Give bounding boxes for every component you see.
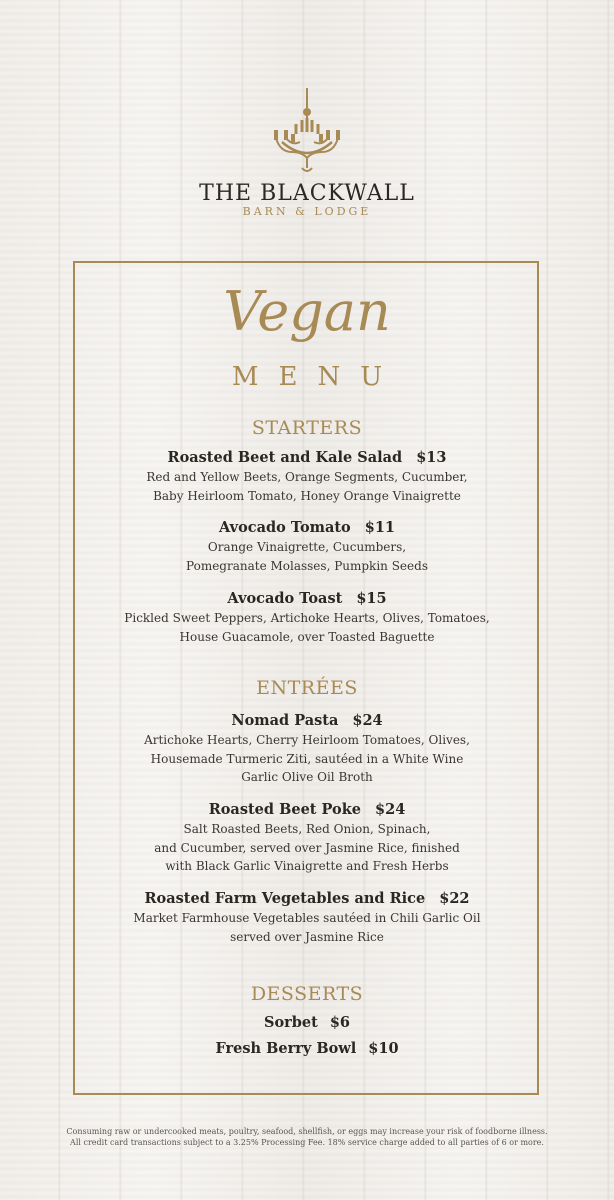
menu-item [80, 889, 534, 946]
menu-item [80, 711, 534, 787]
item-price: $22 [439, 890, 470, 907]
section-heading-starters: STARTERS [251, 417, 363, 439]
item-name: Roasted Beet Poke [208, 801, 362, 818]
item-title [80, 448, 534, 468]
item-desc-line: Orange Vinaigrette, Cucumbers, [207, 540, 407, 554]
item-description [80, 820, 534, 876]
footer-disclaimer [0, 1126, 614, 1148]
item-name: Roasted Beet and Kale Salad [167, 449, 403, 466]
item-price: $13 [416, 449, 447, 466]
item-desc-line: House Guacamole, over Toasted Baguette [179, 629, 435, 644]
item-desc-line: Baby Heirloom Tomato, Honey Orange Vinaigrette [153, 488, 461, 503]
item-desc-line: Garlic Olive Oil Broth [241, 770, 373, 784]
menu-item [80, 518, 534, 575]
menu-item [80, 448, 534, 505]
menu-item [80, 589, 534, 646]
section-heading-desserts: DESSERTS [250, 983, 364, 1005]
item-desc-line: and Cucumber, served over Jasmine Rice, finished [154, 840, 460, 855]
item-price: $6 [329, 1014, 351, 1031]
menu-title: MENU [231, 362, 403, 392]
item-name: Fresh Berry Bowl [215, 1040, 357, 1057]
menu-title-script: Vegan [223, 280, 391, 343]
item-desc-line: served over Jasmine Rice [230, 929, 384, 944]
brand-subtitle: BARN & LODGE [242, 205, 372, 218]
item-desc-line: Pickled Sweet Peppers, Artichoke Hearts, Olives, Tomatoes, [124, 611, 490, 625]
item-desc-line: Market Farmhouse Vegetables sautéed in Chili Garlic Oil [133, 911, 481, 925]
item-price: $10 [368, 1040, 399, 1057]
item-name: Sorbet [263, 1014, 318, 1031]
item-title [80, 589, 534, 609]
item-description [80, 538, 534, 575]
item-name: Avocado Tomato [218, 519, 351, 536]
item-desc-line: Artichoke Hearts, Cherry Heirloom Tomatoes, Olives, [144, 733, 470, 747]
item-description [80, 609, 534, 646]
brand-name: THE BLACKWALL [199, 181, 415, 206]
item-desc-line: Red and Yellow Beets, Orange Segments, Cucumber, [146, 470, 468, 484]
item-description [80, 731, 534, 787]
item-name: Nomad Pasta [231, 712, 339, 729]
section-heading-entrees: ENTRÉES [256, 677, 358, 699]
item-description [80, 468, 534, 505]
item-desc-line: Salt Roasted Beets, Red Onion, Spinach, [183, 822, 431, 836]
menu-item [80, 1039, 534, 1059]
item-title [80, 518, 534, 538]
item-price: $11 [364, 519, 396, 536]
item-name: Avocado Toast [227, 590, 343, 607]
item-title [80, 889, 534, 909]
item-desc-line: Pomegranate Molasses, Pumpkin Seeds [186, 558, 428, 573]
item-title [80, 711, 534, 731]
item-price: $24 [352, 712, 383, 729]
item-desc-line: Housemade Turmeric Ziti, sautéed in a White Wine [150, 751, 464, 766]
item-title [80, 800, 534, 820]
footer-line: Consuming raw or undercooked meats, poultry, seafood, shellfish, or eggs may increase your risk of foodborne illness. [66, 1127, 548, 1136]
item-description [80, 909, 534, 946]
chandelier-icon [262, 86, 352, 176]
brand-logo [0, 86, 614, 218]
footer-line: All credit card transactions subject to a 3.25% Processing Fee. 18% service charge added to all parties of 6 or more. [70, 1138, 544, 1147]
item-price: $24 [375, 801, 406, 818]
item-name: Roasted Farm Vegetables and Rice [144, 890, 426, 907]
item-price: $15 [356, 590, 387, 607]
menu-item [80, 800, 534, 876]
menu-item [80, 1013, 534, 1033]
item-desc-line: with Black Garlic Vinaigrette and Fresh Herbs [165, 859, 449, 873]
